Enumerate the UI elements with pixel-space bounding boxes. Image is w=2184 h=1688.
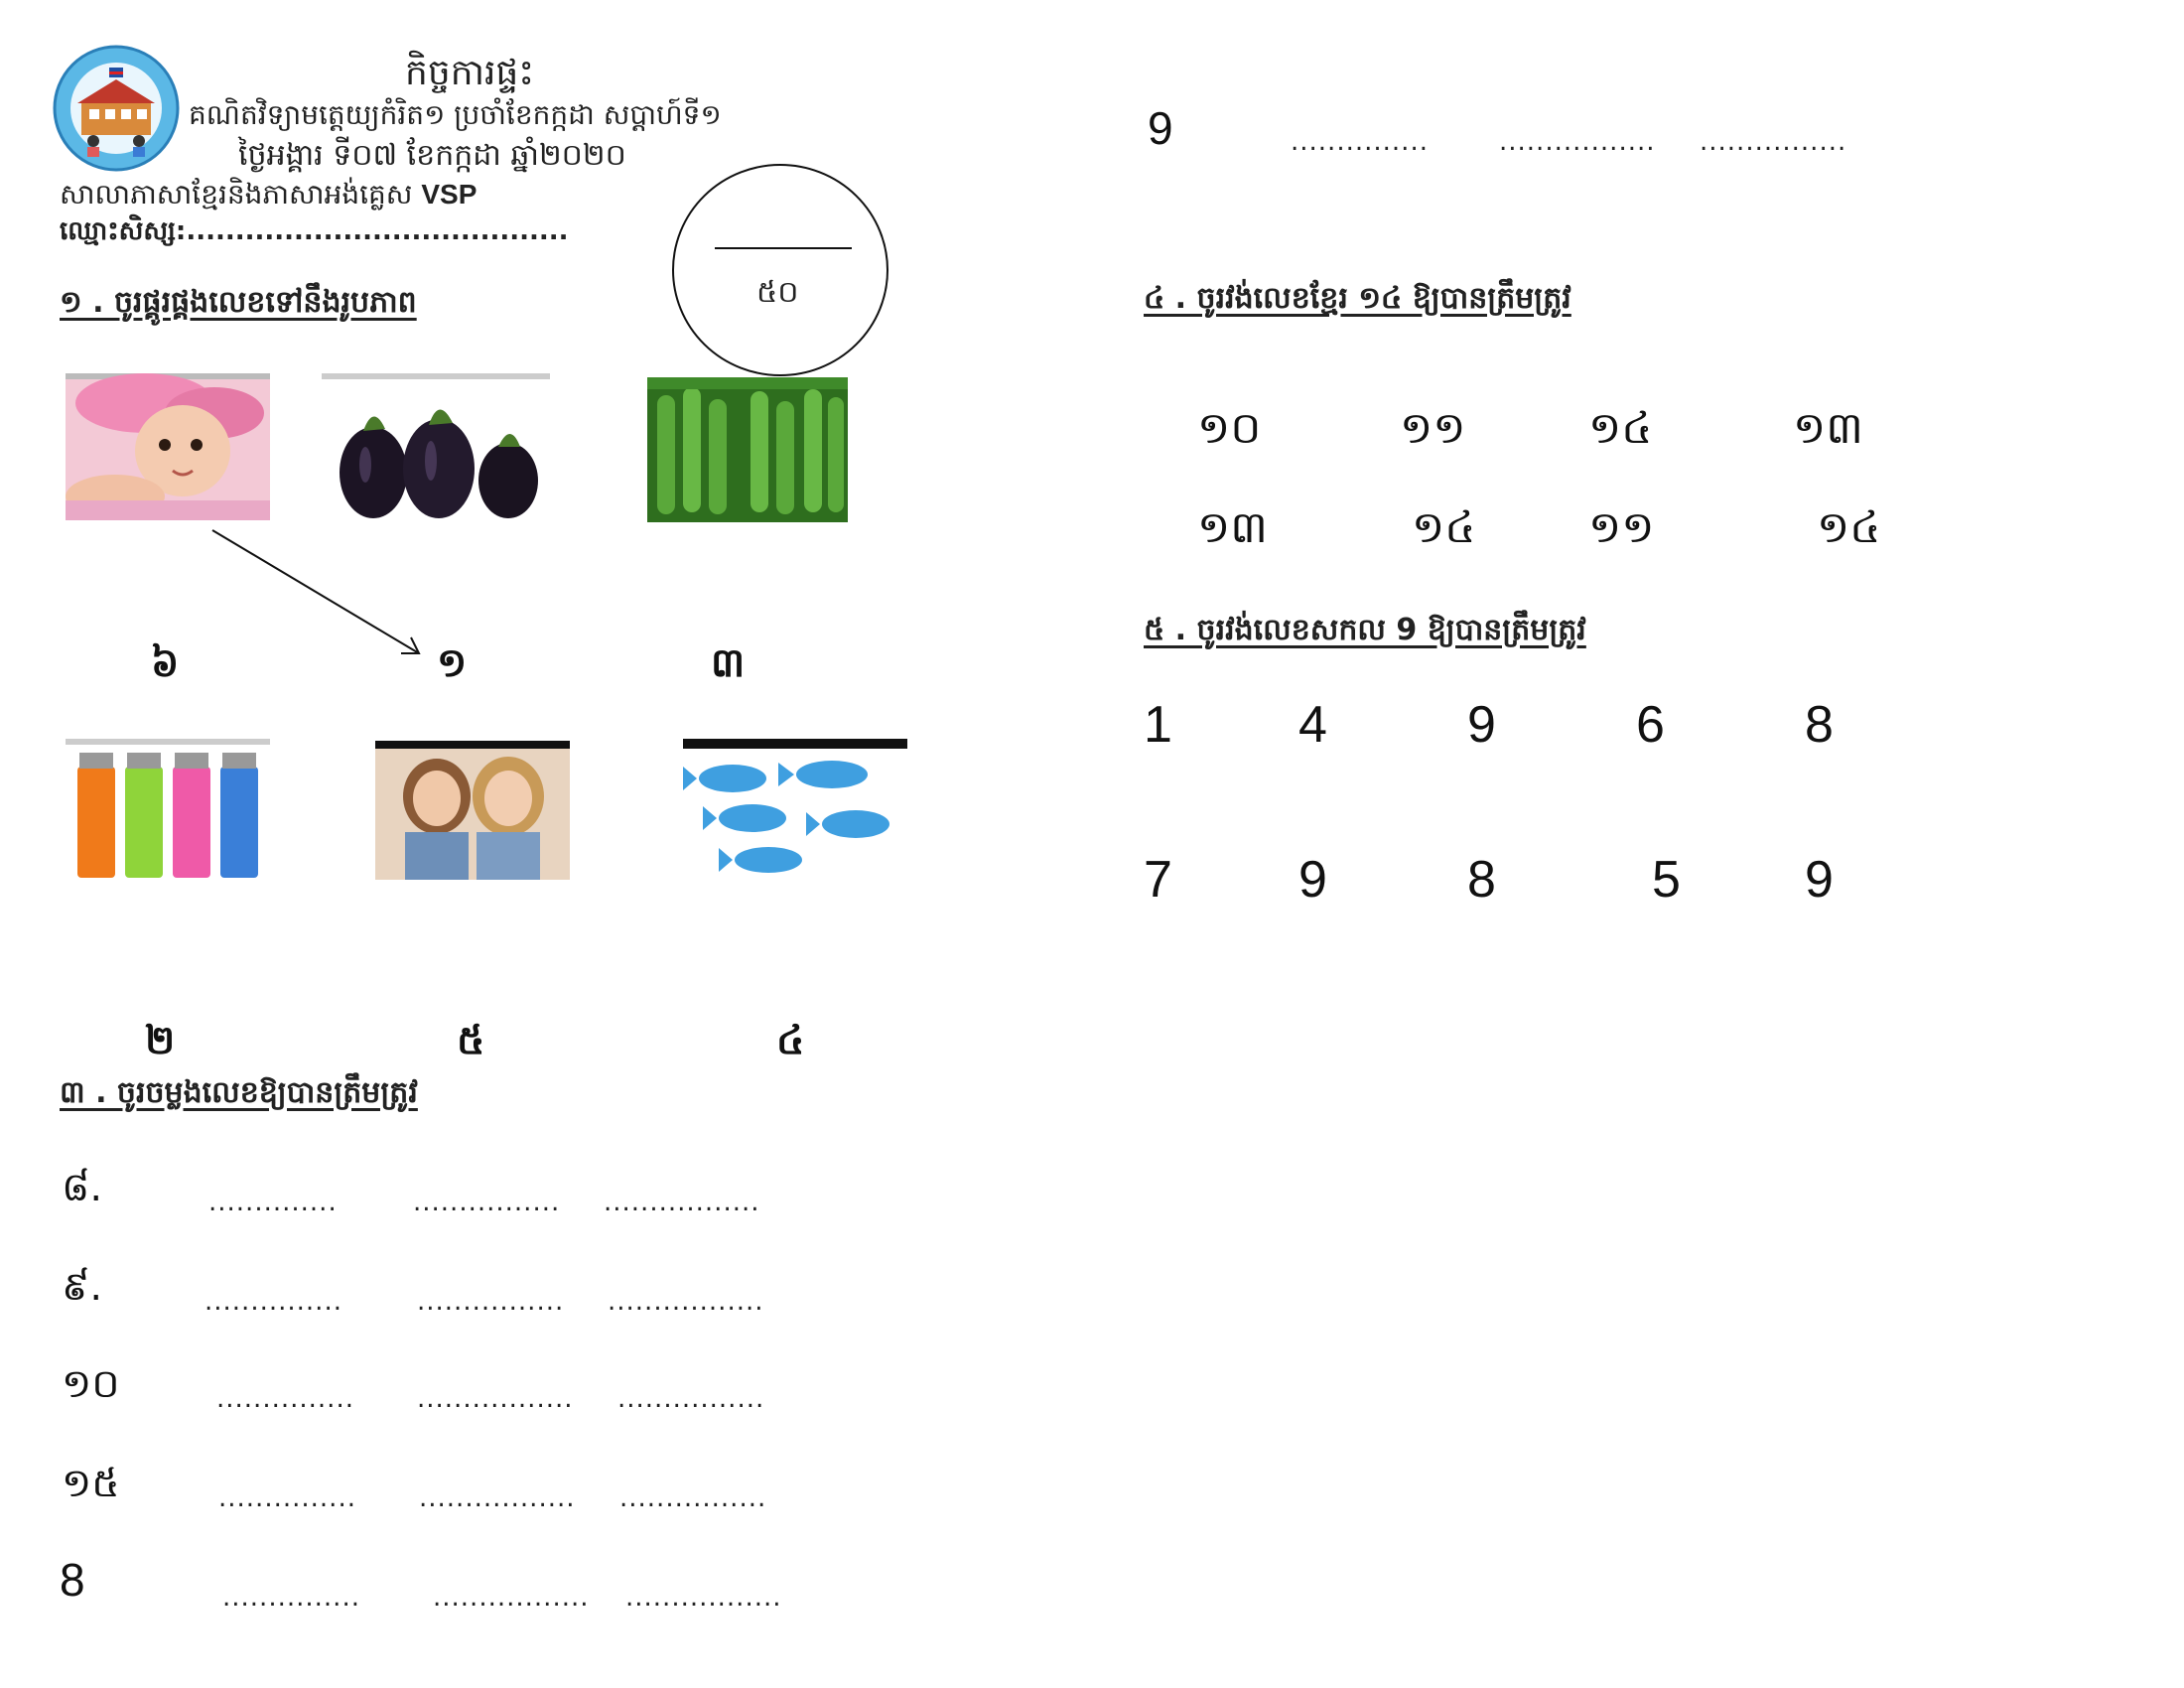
circle-option[interactable]: 4 [1298,696,1327,754]
copy-blank[interactable]: ............... [222,1583,360,1613]
eggplants-image [322,373,550,520]
header-line1: គណិតវិទ្យាមត្តេយ្យកំរិត១ ប្រចាំខែកក្កដា សប្តាហ៍ទី១ [189,98,722,131]
copy-blank[interactable]: ................. [419,1483,576,1513]
score-circle [671,163,889,377]
copy-blank[interactable]: ................. [608,1287,764,1317]
section4-heading: ៤ . ចូរវង់លេខខ្មែរ ១៤ ឱ្យបានត្រឹមត្រូវ [1144,281,1571,316]
match-number: ៣ [711,640,746,686]
section5-heading: ៥ . ចូរវង់លេខសកល 9 ឱ្យបានត្រឹមត្រូវ [1144,613,1586,647]
copy-row-label: ៨. [62,1165,103,1210]
circle-option[interactable]: 6 [1636,696,1665,754]
copy-blank[interactable]: ................ [617,1384,765,1414]
circle-option[interactable]: 7 [1144,851,1172,909]
copy-blank[interactable]: ............... [205,1287,342,1317]
copy-blank[interactable]: .............. [208,1188,338,1217]
match-number: ២ [145,1018,176,1063]
baby-image [66,373,270,520]
circle-option[interactable]: ១៣ [1793,403,1863,454]
match-number: ៤ [776,1018,805,1063]
copy-row-label: 9 [1148,102,1173,154]
copy-row-label: ១៥ [62,1461,120,1506]
school-name [60,178,478,211]
school-logo-icon [52,44,181,173]
copy-row-label: 8 [60,1554,85,1606]
school-name-bold: VSP [421,179,478,210]
fish-image [683,739,907,880]
copy-blank[interactable]: ................ [413,1188,561,1217]
copy-blank[interactable]: ................ [417,1287,565,1317]
copy-blank[interactable]: ................. [1499,127,1656,157]
circle-option[interactable]: 5 [1652,851,1681,909]
circle-option[interactable]: ១៤ [1588,403,1653,454]
match-number: ១ [437,640,468,686]
match-number: ៦ [151,640,180,686]
copy-blank[interactable]: ............... [1291,127,1429,157]
copy-blank[interactable]: ................. [417,1384,574,1414]
copy-blank[interactable]: ................. [604,1188,760,1217]
score-total: ៥០ [756,275,799,310]
two-girls-image [375,741,570,880]
example-arrow [199,516,437,665]
copy-blank[interactable]: ................. [625,1583,782,1613]
circle-option[interactable]: 1 [1144,696,1172,754]
circle-option[interactable]: ១៣ [1197,502,1268,553]
cucumbers-image [647,377,848,522]
copy-blank[interactable]: ............... [218,1483,356,1513]
section3-heading: ៣ . ចូរចម្លងលេខឱ្យបានត្រឹមត្រូវ [60,1075,418,1110]
match-number: ៥ [457,1018,485,1063]
lighters-image [66,739,270,880]
copy-row-label: ៩. [62,1264,103,1310]
circle-option[interactable]: ១៤ [1412,502,1476,553]
section1-heading: ១ . ចូរផ្គូរផ្គងលេខទៅនឹងរូបភាព [60,285,417,320]
student-name-field[interactable]: ឈ្មោះសិស្ស:....................................... [60,216,569,246]
circle-option[interactable]: ១០ [1197,403,1262,454]
copy-blank[interactable]: ................ [619,1483,767,1513]
page-title: កិច្ចការផ្ទះ [405,53,535,93]
copy-blank[interactable]: ............... [216,1384,354,1414]
circle-option[interactable]: 9 [1298,851,1327,909]
circle-option[interactable]: 8 [1467,851,1496,909]
copy-row-label: ១០ [62,1361,120,1407]
circle-option[interactable]: ១៤ [1817,502,1881,553]
school-name-text: សាលាភាសាខ្មែរនិងភាសាអង់គ្លេស [60,178,413,211]
copy-blank[interactable]: ................. [433,1583,590,1613]
circle-option[interactable]: ១១ [1588,502,1655,553]
circle-option[interactable]: ១១ [1400,403,1466,454]
copy-blank[interactable]: ................ [1700,127,1847,157]
circle-option[interactable]: 9 [1805,851,1834,909]
header-line2: ថ្ងៃអង្គារ ទី០៧ ខែកក្កដា ឆ្នាំ២០២០ [238,138,626,173]
circle-option[interactable]: 8 [1805,696,1834,754]
circle-option[interactable]: 9 [1467,696,1496,754]
